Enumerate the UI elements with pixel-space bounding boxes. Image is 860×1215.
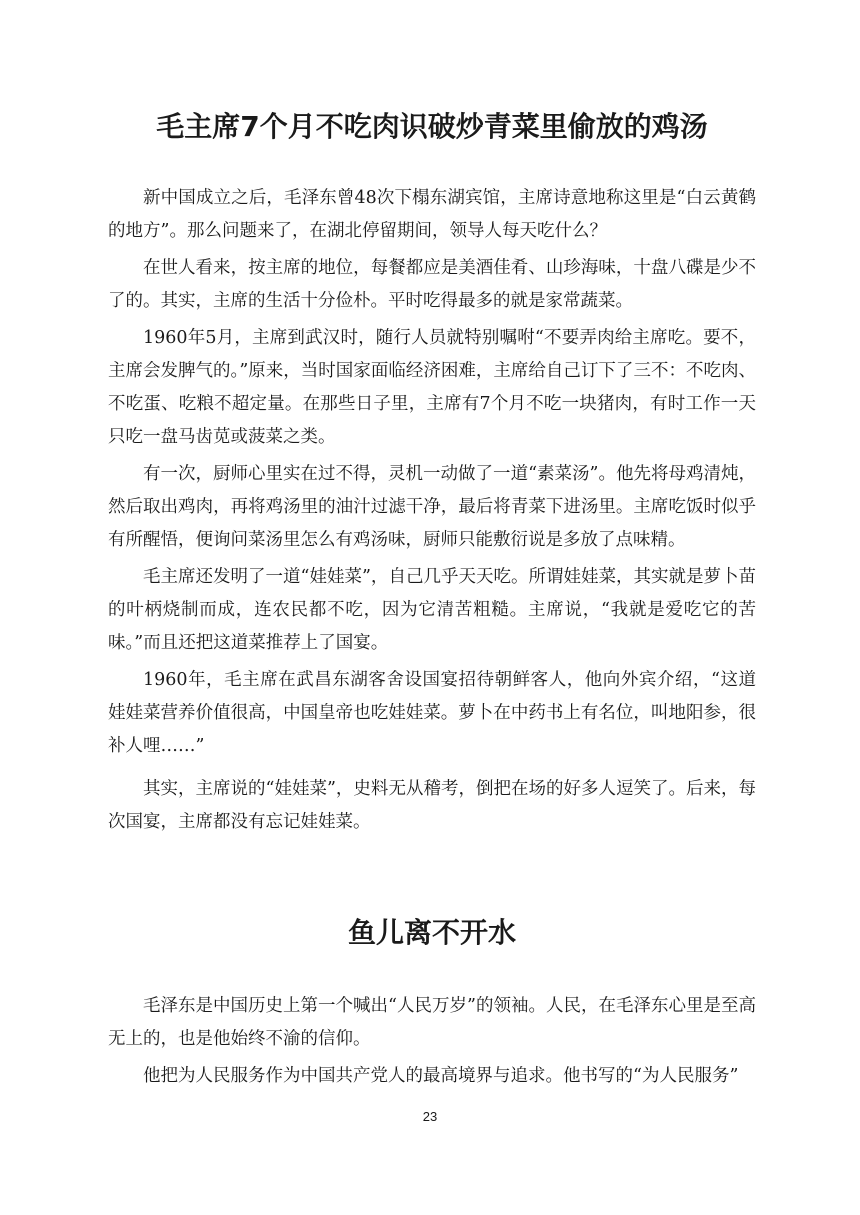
- section-1-paragraph: 在世人看来，按主席的地位，每餐都应是美酒佳肴、山珍海味，十盘八碟是少不了的。其实，主席的生活十分俭朴。平时吃得最多的就是家常蔬菜。: [108, 258, 756, 311]
- section-2-title: 鱼儿离不开水: [347, 916, 516, 949]
- section-1-paragraph: 1960年，毛主席在武昌东湖客舍设国宴招待朝鲜客人，他向外宾介绍，“这道娃娃菜营养价值很高，中国皇帝也吃娃娃菜。萝卜在中药书上有名位，叫地阳参，很补人哩……”: [108, 670, 756, 756]
- section-1-paragraph: 有一次，厨师心里实在过不得，灵机一动做了一道“素菜汤”。他先将母鸡清炖，然后取出鸡肉，再将鸡汤里的油汁过滤干净，最后将青菜下进汤里。主席吃饭时似乎有所醒悟，便询问菜汤里怎么有鸡汤味，厨师只能敷衍说是多放了点味精。: [108, 464, 756, 550]
- section-1-paragraph: 新中国成立之后，毛泽东曾48次下榻东湖宾馆，主席诗意地称这里是“白云黄鹤的地方”。那么问题来了，在湖北停留期间，领导人每天吃什么？: [108, 188, 756, 241]
- section-1-paragraph: 毛主席还发明了一道“娃娃菜”，自己几乎天天吃。所谓娃娃菜，其实就是萝卜苗的叶柄烧制而成，连农民都不吃，因为它清苦粗糙。主席说，“我就是爱吃它的苦味。”而且还把这道菜推荐上了国宴。: [108, 567, 756, 653]
- section-1-paragraph: 其实，主席说的“娃娃菜”，史料无从稽考，倒把在场的好多人逗笑了。后来，每次国宴，主席都没有忘记娃娃菜。: [108, 779, 756, 832]
- page-number: 23: [422, 1109, 438, 1124]
- section-1-paragraph: 1960年5月，主席到武汉时，随行人员就特别嘱咐“不要弄肉给主席吃。要不，主席会发脾气的。”原来，当时国家面临经济困难，主席给自己订下了三不：不吃肉、不吃蛋、吃粮不超定量。在那些日子里，主席有7个月不吃一块猪肉，有时工作一天只吃一盘马齿苋或菠菜之类。: [108, 328, 756, 447]
- article-section-1: [108, 104, 756, 843]
- section-1-title: 毛主席7个月不吃肉识破炒青菜里偷放的鸡汤: [156, 110, 708, 143]
- article-section-2: [108, 910, 756, 1097]
- section-2-paragraph: 毛泽东是中国历史上第一个喊出“人民万岁”的领袖。人民，在毛泽东心里是至高无上的，也是他始终不渝的信仰。: [108, 996, 756, 1049]
- section-2-paragraph: 他把为人民服务作为中国共产党人的最高境界与追求。他书写的“为人民服务”: [143, 1066, 739, 1086]
